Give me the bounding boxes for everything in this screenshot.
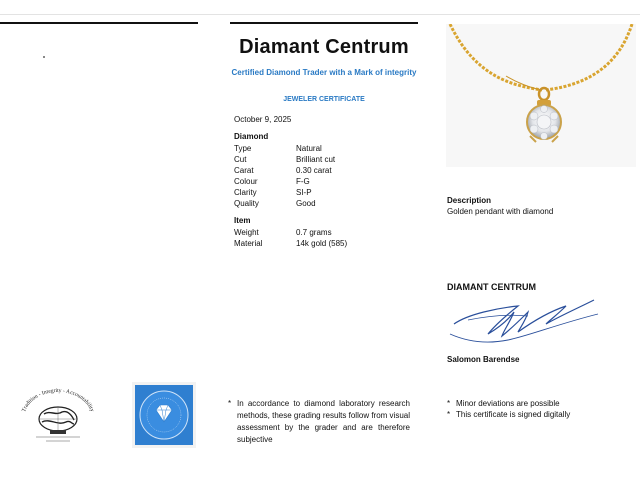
- spec-value: Brilliant cut: [296, 155, 336, 164]
- spec-value: SI-P: [296, 188, 312, 197]
- notes-list: [447, 398, 570, 420]
- spec-row: [234, 198, 335, 209]
- spec-label: Type: [234, 144, 252, 153]
- spec-value: Good: [296, 199, 316, 208]
- spec-row: [234, 143, 335, 154]
- diamond-seal-icon: [132, 382, 196, 448]
- spec-row: [234, 176, 335, 187]
- spec-label: Colour: [234, 177, 258, 186]
- spec-label: Cut: [234, 155, 247, 164]
- diamond-heading: Diamond: [234, 132, 269, 141]
- description-text: Golden pendant with diamond: [447, 207, 554, 216]
- spec-value: F-G: [296, 177, 310, 186]
- globe-seal-icon: [14, 388, 102, 444]
- top-divider: [0, 14, 640, 15]
- signer-name: Salomon Barendse: [447, 355, 520, 364]
- certificate-date: October 9, 2025: [234, 115, 292, 124]
- spec-row: [234, 165, 335, 176]
- spec-row: [234, 238, 347, 249]
- spec-label: Carat: [234, 166, 254, 175]
- disclaimer-text: In accordance to diamond laboratory research methods, these grading results follow from visual assessment by the grader and are therefore subjective: [237, 399, 410, 444]
- certificate-title: JEWELER CERTIFICATE: [283, 96, 365, 103]
- signature-company: DIAMANT CENTRUM: [447, 282, 536, 292]
- pendant-photo: [446, 24, 636, 167]
- left-column-rule: [0, 22, 198, 24]
- note-item: [447, 398, 570, 409]
- spec-row: [234, 154, 335, 165]
- svg-text:Tradition - Integrity - Accoun: Tradition - Integrity - Accountability: [21, 388, 95, 413]
- footnote-star: *: [228, 399, 232, 408]
- spec-row: [234, 187, 335, 198]
- note-text: This certificate is signed digitally: [456, 410, 571, 419]
- brand-title: Diamant Centrum: [239, 36, 409, 58]
- spec-label: Material: [234, 239, 263, 248]
- spec-value: 0.30 carat: [296, 166, 332, 175]
- spec-label: Quality: [234, 199, 259, 208]
- decorative-dot: [43, 56, 45, 58]
- spec-value: 0.7 grams: [296, 228, 332, 237]
- item-heading: Item: [234, 216, 251, 225]
- item-section: [234, 216, 347, 249]
- diamond-section: [234, 132, 335, 209]
- footnote-star: *: [447, 410, 451, 419]
- note-item: [447, 409, 570, 420]
- spec-value: Natural: [296, 144, 322, 153]
- spec-label: Weight: [234, 228, 259, 237]
- footnote-star: *: [447, 399, 451, 408]
- description-heading: Description: [447, 196, 492, 205]
- brand-tagline: Certified Diamond Trader with a Mark of integrity: [231, 68, 417, 77]
- handwritten-signature: [448, 294, 600, 346]
- spec-label: Clarity: [234, 188, 257, 197]
- note-text: Minor deviations are possible: [456, 399, 560, 408]
- spec-row: [234, 227, 347, 238]
- spec-value: 14k gold (585): [296, 239, 348, 248]
- grading-disclaimer: [228, 398, 410, 446]
- middle-column-rule: [230, 22, 418, 24]
